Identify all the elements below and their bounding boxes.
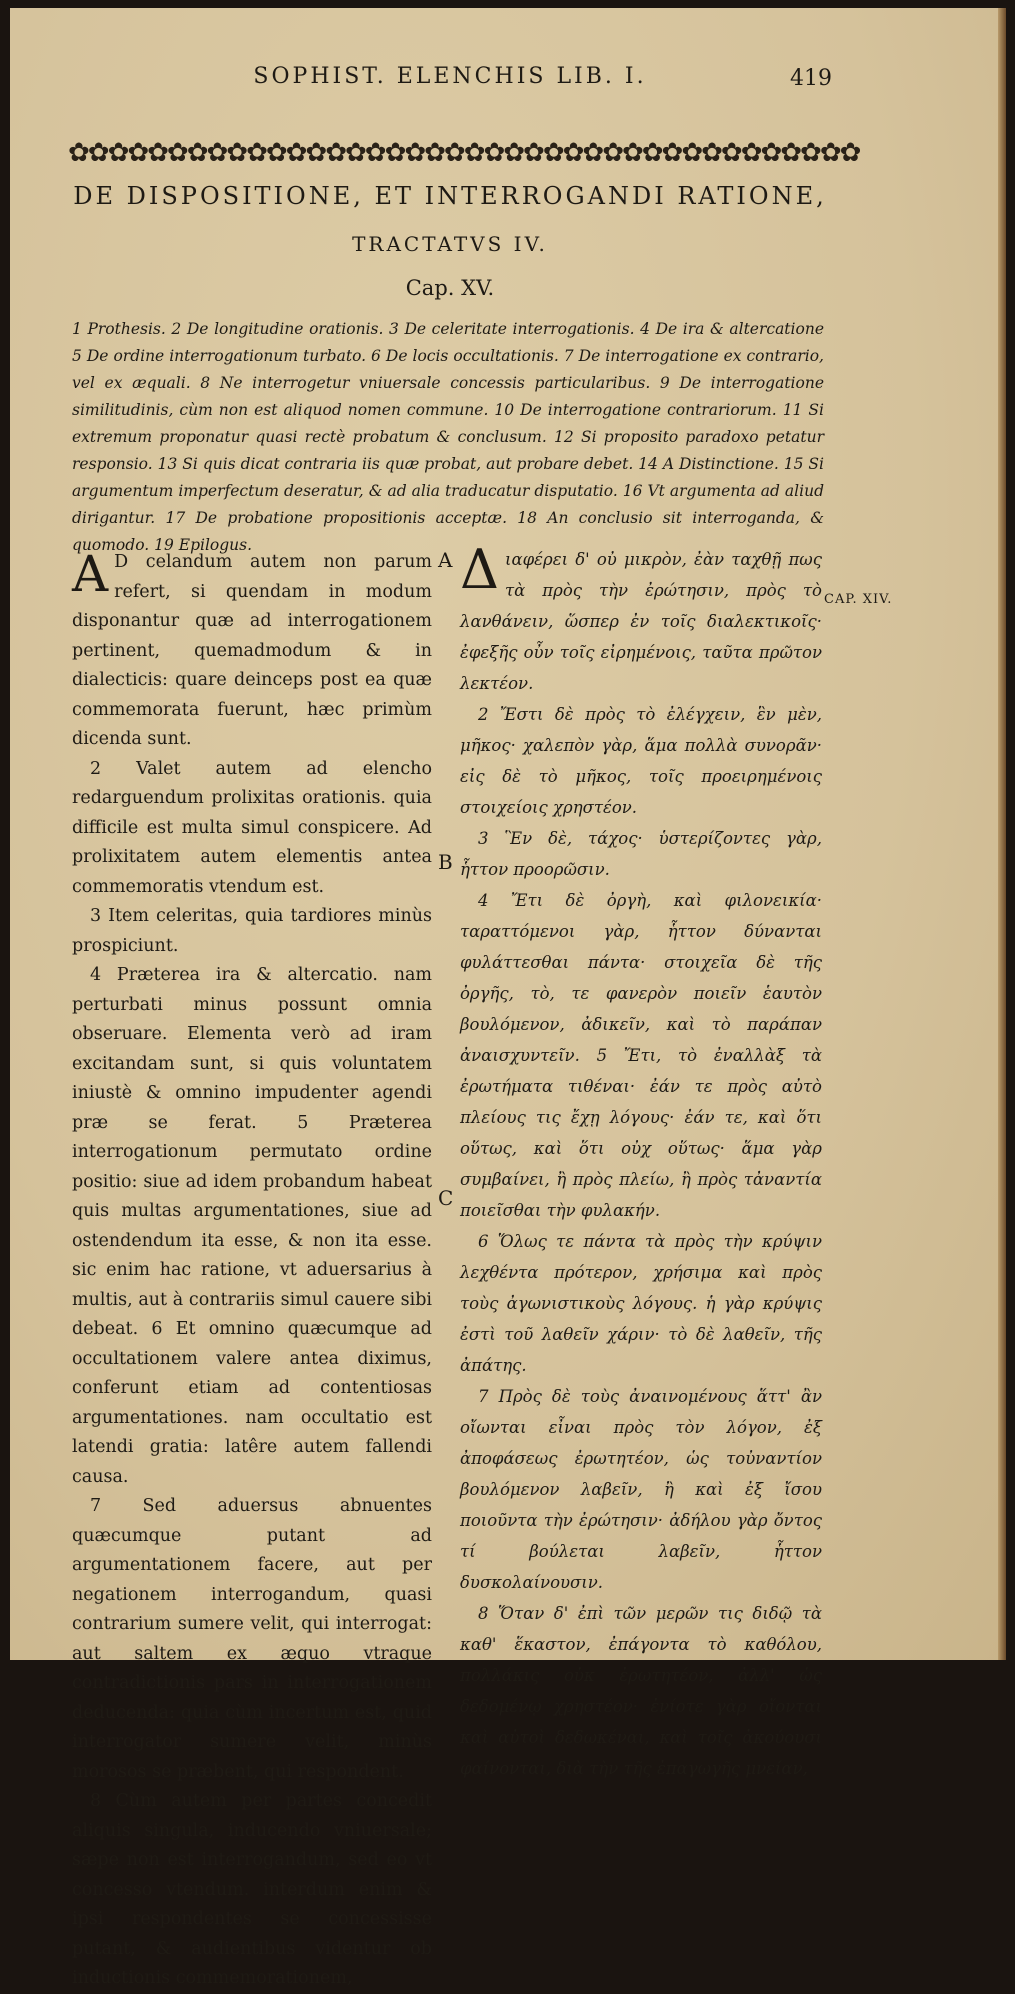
book-page [10, 8, 1006, 1988]
margin-letter-c: C [438, 1186, 454, 1210]
greek-column [460, 538, 822, 1784]
decorative-border: ✿✿✿✿✿✿✿✿✿✿✿✿✿✿✿✿✿✿✿✿✿✿✿✿✿✿✿✿✿✿✿✿✿✿✿✿✿✿✿✿ [68, 138, 860, 168]
margin-note: CAP. XIV. [824, 592, 893, 607]
greek-paragraph: 2 Ἔστι δὲ πρὸς τὸ ἐλέγχειν, ἓν μὲν, μῆκος· χαλεπὸν γὰρ, ἅμα πολλὰ συνορᾶν· εἰς δὲ τὸ μῆκος, τοῖς προειρημένοις στοιχείοις χρηστέον. [460, 705, 822, 817]
greek-paragraph: 4 Ἔτι δὲ ὀργὴ, καὶ φιλονεικία· ταραττόμενοι γὰρ, ἧττον δύνανται φυλάττεσθαι πάντα· στοιχεῖα δὲ τῆς ὀργῆς, τὸ, τε φανερὸν ποιεῖν ἑαυτὸν βουλόμενον, ἀδικεῖν, καὶ τὸ παράπαν ἀναισχυντεῖν. 5 Ἔτι, τὸ ἐναλλὰξ τὰ ἐρωτήματα τιθέναι· ἐάν τε πρὸς αὐτὸ πλείους τις ἔχῃ λόγους· ἐάν τε, καὶ ὅτι οὕτως, καὶ ὅτι οὐχ οὕτως· ἅμα γὰρ συμβαίνει, ἢ πρὸς πλείω, ἢ πρὸς τἀναντία ποιεῖσθαι τὴν φυλακήν. [460, 891, 822, 1220]
latin-paragraph: 2 Valet autem ad elencho redarguendum prolixitas orationis. quia difficile est multa simul conspicere. Ad prolixitatem autem elementis antea commemoratis vtendum est. [72, 758, 432, 897]
chapter-summary: 1 Prothesis. 2 De longitudine orationis. 3 De celeritate interrogationis. 4 De ira & altercatione 5 De ordine interrogationum turbato. 6 De locis occultationis. 7 De interrogatione ex contrario, vel ex æquali. 8 Ne interrogetur vniuersale concessis particularibus. 9 De interrogatione similitudinis, cùm non est aliquod nomen commune. 10 De interrogatione contrariorum. 11 Si extremum proponatur quasi rectè probatum & conclusum. 12 Si proposito paradoxo petatur responsio. 13 Si quis dicat contraria iis quæ probat, aut probare debet. 14 A Distinctione. 15 Si argumentum imperfectum deseratur, & ad alia traducatur disputatio. 16 Vt argumenta ad aliud dirigantur. 17 De probatione propositionis acceptæ. 18 An conclusio sit interroganda, & quomodo. 19 Epilogus. [72, 320, 824, 554]
latin-paragraph: 3 Item celeritas, quia tardiores minùs prospiciunt. [72, 906, 432, 956]
page-edge [998, 8, 1006, 1660]
chapter-heading: Cap. XV. [405, 276, 495, 300]
page-number: 419 [790, 66, 832, 91]
section-title: DE DISPOSITIONE, ET INTERROGANDI RATIONE, [73, 182, 827, 210]
latin-paragraph: 4 Præterea ira & altercatio. nam perturbati minus possunt omnia obseruare. Elementa verò ad iram excitandam sunt, si quis voluntatem iniustè & omnino impudenter agendi præ se ferat. 5 Præterea interrogationum permutato ordine positio: siue ad idem probandum habeat quis multas argumentationes, siue ad ostendendum ita esse, & non ita esse. sic enim hac ratione, vt aduersarius à multis, aut à contrariis simul cauere sibi debeat. 6 Et omnino quæcumque ad occultationem valere antea diximus, conferunt etiam ad contentiosas argumentationes. nam occultatio est latendi gratia: latêre autem fallendi causa. [72, 965, 432, 1487]
latin-column [72, 545, 432, 1994]
latin-paragraph: 7 Sed aduersus abnuentes quæcumque putant ad argumentationem facere, aut per negationem interrogandum, quasi contrarium sumere velit, qui interrogat: aut saltem ex æquo vtraque contradictionis pars in interrogationem deducenda: quia cùm incertum est, quid interrogator sumere velit, minùs morosos se præbent, qui respondent. [72, 1496, 432, 1782]
greek-paragraph: 6 Ὅλως τε πάντα τὰ πρὸς τὴν κρύψιν λεχθέντα πρότερον, χρήσιμα καὶ πρὸς τοὺς ἀγωνιστικοὺς λόγους. ἡ γὰρ κρύψις ἐστὶ τοῦ λαθεῖν χάριν· τὸ δὲ λαθεῖν, τῆς ἀπάτης. [460, 1232, 822, 1375]
latin-dropcap: A [72, 545, 109, 603]
margin-letter-a: A [438, 548, 453, 572]
margin-letter-b: B [438, 850, 453, 874]
greek-paragraph: 7 Πρὸς δὲ τοὺς ἀναινομένους ἅττ' ἂν οἴωνται εἶναι πρὸς τὸν λόγον, ἐξ ἀποφάσεως ἐρωτητέον, ὡς τοὐναντίον βουλόμενον λαβεῖν, ἢ καὶ ἐξ ἴσου ποιοῦντα τὴν ἐρώτησιν· ἀδήλου γὰρ ὄντος τί βούλεται λαβεῖν, ἧττον δυσκολαίνουσιν. [460, 1387, 822, 1592]
greek-paragraph [460, 538, 822, 699]
tractatus-heading: TRACTATVS IV. [352, 232, 548, 256]
latin-text: D celandum autem non parum refert, si quendam in modum disponantur quæ ad interrogationem pertinent, quemadmodum & in dialecticis: quare deinceps post ea quæ commemorata fuerunt, hæc primùm dicenda sunt. [72, 552, 432, 749]
greek-text: ιαφέρει δ' οὐ μικρὸν, ἐὰν ταχθῇ πως τὰ πρὸς τὴν ἐρώτησιν, πρὸς τὸ λανθάνειν, ὥσπερ ἐν τοῖς διαλεκτικοῖς· ἐφεξῆς οὖν τοῖς εἰρημένοις, ταῦτα πρῶτον λεκτέον. [460, 550, 822, 693]
greek-paragraph: 8 Ὅταν δ' ἐπὶ τῶν μερῶν τις διδῷ τὰ καθ' ἕκαστον, ἐπάγοντα τὸ καθόλου, πολλάκις οὐκ ἐρωτητέον, ἀλλ' ὡς δεδομένῳ χρηστέον· ἐνίοτε γὰρ οἴονται καὶ αὐτοὶ δεδωκέναι, καὶ τοῖς ἀκούουσι φαίνονται, διὰ τὴν τῆς ἐπαγωγῆς μνείαν, [460, 1604, 822, 1778]
running-title: SOPHIST. ELENCHIS LIB. I. [253, 64, 647, 89]
greek-paragraph: 3 Ἓν δὲ, τάχος· ὑστερίζοντες γὰρ, ἧττον προορῶσιν. [460, 829, 822, 879]
latin-paragraph: 8 Cùm autem per partes concedit aliquis singula, inducendo vniuersale; sæpe non est interrogandum, sed eo vt concesso vtendum. interdum enim & ipsi respondentes se concessisse putant, & audientibus videntur ob inductionis commemorationem, [72, 1791, 432, 1988]
greek-dropcap: Δ [460, 538, 499, 601]
latin-paragraph [72, 545, 432, 755]
